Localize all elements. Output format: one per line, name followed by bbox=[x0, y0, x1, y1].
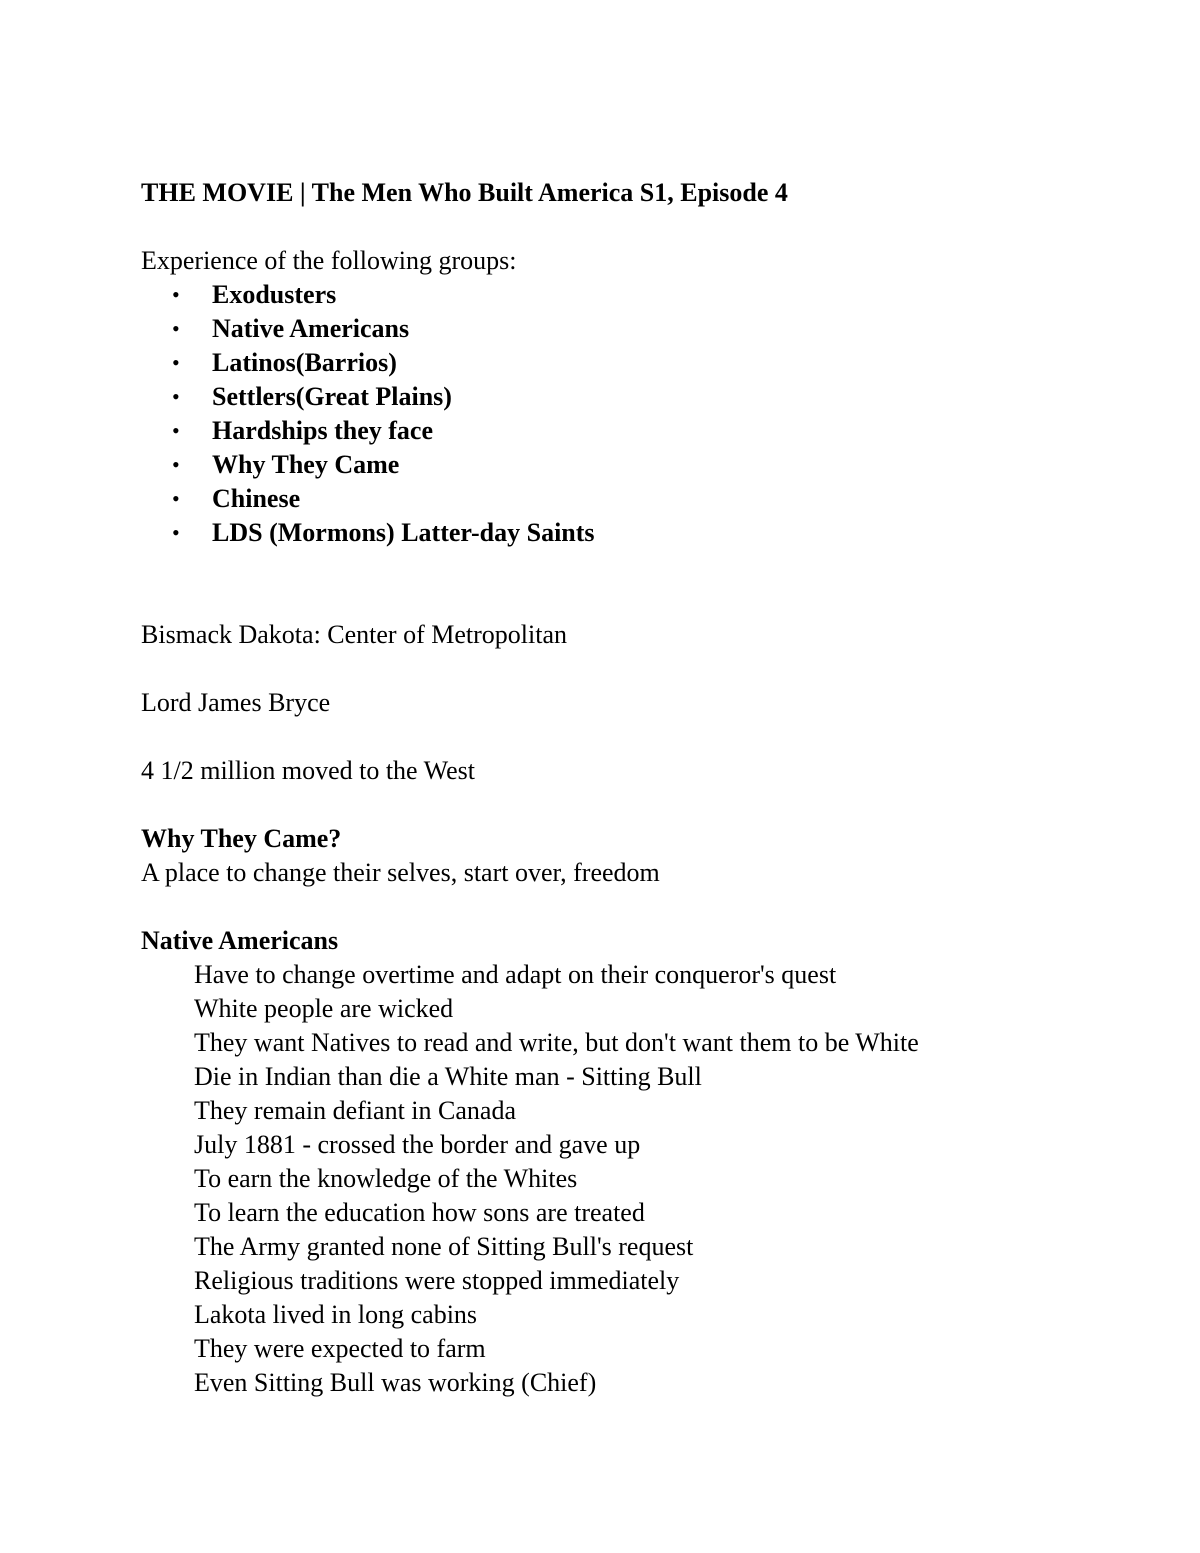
group-item bbox=[141, 380, 1141, 414]
native-note: Lakota lived in long cabins bbox=[194, 1300, 478, 1329]
spacer bbox=[141, 788, 1141, 822]
group-label: LDS (Mormons) Latter-day Saints bbox=[212, 518, 595, 547]
bullet-icon: • bbox=[172, 350, 180, 375]
bullet-icon: • bbox=[172, 486, 180, 511]
group-item bbox=[141, 414, 1141, 448]
document-title: THE MOVIE | The Men Who Built America S1, Episode 4 bbox=[141, 178, 788, 207]
group-item bbox=[141, 312, 1141, 346]
spacer bbox=[141, 550, 1141, 618]
bullet-icon: • bbox=[172, 384, 180, 409]
spacer bbox=[141, 210, 1141, 244]
bullet-icon: • bbox=[172, 520, 180, 545]
native-note: Have to change overtime and adapt on their conqueror's quest bbox=[194, 960, 837, 989]
spacer bbox=[141, 652, 1141, 686]
native-note: Die in Indian than die a White man - Sitting Bull bbox=[194, 1062, 702, 1091]
group-item bbox=[141, 482, 1141, 516]
group-label: Why They Came bbox=[212, 450, 400, 479]
native-note: Religious traditions were stopped immediately bbox=[194, 1266, 680, 1295]
spacer bbox=[141, 720, 1141, 754]
native-note: They were expected to farm bbox=[194, 1334, 486, 1363]
native-note: July 1881 - crossed the border and gave up bbox=[194, 1130, 641, 1159]
bryce-line: Lord James Bryce bbox=[141, 688, 331, 717]
native-note: The Army granted none of Sitting Bull's request bbox=[194, 1232, 694, 1261]
group-item bbox=[141, 346, 1141, 380]
moved-line: 4 1/2 million moved to the West bbox=[141, 756, 475, 785]
groups-list bbox=[141, 278, 1141, 550]
group-label: Native Americans bbox=[212, 314, 410, 343]
group-item bbox=[141, 516, 1141, 550]
why-text: A place to change their selves, start over, freedom bbox=[141, 858, 660, 887]
document-page bbox=[141, 176, 1141, 1400]
native-note: They want Natives to read and write, but don't want them to be White bbox=[194, 1028, 919, 1057]
native-note: To learn the education how sons are treated bbox=[194, 1198, 645, 1227]
group-label: Chinese bbox=[212, 484, 301, 513]
native-note: They remain defiant in Canada bbox=[194, 1096, 516, 1125]
group-label: Hardships they face bbox=[212, 416, 433, 445]
bismack-line: Bismack Dakota: Center of Metropolitan bbox=[141, 620, 568, 649]
group-label: Latinos(Barrios) bbox=[212, 348, 397, 377]
group-label: Settlers(Great Plains) bbox=[212, 382, 452, 411]
group-item bbox=[141, 278, 1141, 312]
why-heading: Why They Came? bbox=[141, 824, 342, 853]
groups-intro: Experience of the following groups: bbox=[141, 246, 517, 275]
native-note: White people are wicked bbox=[194, 994, 454, 1023]
bullet-icon: • bbox=[172, 418, 180, 443]
group-label: Exodusters bbox=[212, 280, 337, 309]
bullet-icon: • bbox=[172, 452, 180, 477]
native-note: To earn the knowledge of the Whites bbox=[194, 1164, 578, 1193]
bullet-icon: • bbox=[172, 282, 180, 307]
native-heading: Native Americans bbox=[141, 926, 339, 955]
native-note: Even Sitting Bull was working (Chief) bbox=[194, 1368, 597, 1397]
bullet-icon: • bbox=[172, 316, 180, 341]
spacer bbox=[141, 890, 1141, 924]
group-item bbox=[141, 448, 1141, 482]
